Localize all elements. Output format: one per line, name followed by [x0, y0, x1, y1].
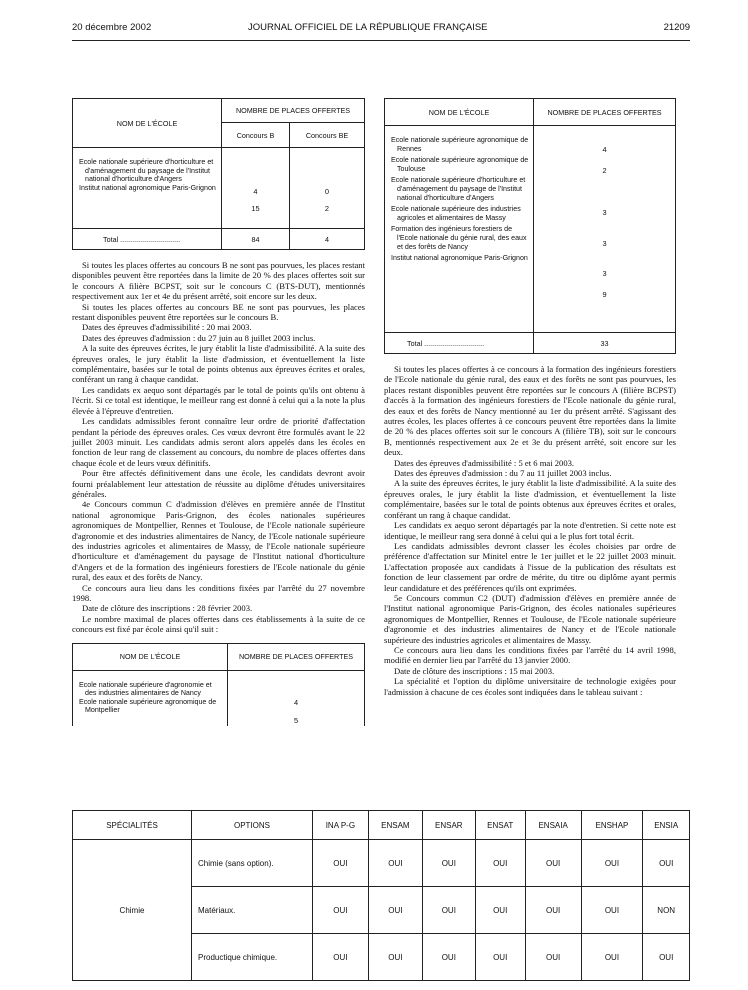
paragraph: Si toutes les places offertes à ce concours à la formation des ingénieurs forestiers de l'Ecole nationale du génie rural, des eaux et des forêts ne sont pas pourvues, les places restant disponibles peuvent être reportées sur le concours A (filière BCPST) d'accès à la formation des ingénieurs forestiers de l'Ecole nationale du génie rural, des eaux et des forêts de Nancy mentionné au 1er du présent arrêté. S'agissant des autres écoles, les places offertes à ce concours peuvent être reportées dans la limite de 20 % des places offertes soit sur le concours A (filière TB), soit sur le concours B, mentionnés respectivement aux 2e et 3e du présent arrêté, soit encore sur les deux. [384, 364, 676, 458]
option-cell: Chimie (sans option). [192, 840, 313, 887]
value-cell: 15 [251, 203, 260, 213]
total-value: 33 [534, 333, 676, 354]
value-cell: OUI [422, 887, 475, 934]
header-specialites: SPÉCIALITÉS [73, 811, 192, 840]
concours-be-values [289, 148, 364, 229]
paragraph: Le nombre maximal de places offertes dans ces établissements à la suite de ce concours est fixé par école ainsi qu'il suit : [72, 613, 365, 635]
header-ensaia: ENSAIA [525, 811, 581, 840]
header-rule [72, 40, 690, 41]
total-b: 84 [222, 229, 290, 250]
right-column [384, 98, 676, 697]
value-cell: 0 [324, 187, 330, 196]
value-cell: NON [643, 887, 690, 934]
paragraph: Pour être affectés définitivement dans une école, les candidats devront avoir fourni préalablement leur attestation de réussite au diplôme d'études universitaires générales. [72, 468, 365, 499]
value-cell: OUI [422, 840, 475, 887]
paragraph: 4e Concours commun C d'admission d'élèves en première année de l'Institut national agronomique Paris-Grignon, des écoles nationales supérieures agronomiques de Montpellier, Rennes et Toulouse, de l'Ecole nationale supérieure d'agronomie et des industries alimentaires de Nancy, de l'Ecole nationale supérieure des industries agricoles et alimentaires de Massy, de l'Ecole nationale supérieure d'horticulture et d'aménagement du paysage de l'Institut national d'horticulture d'Angers et de la formation des ingénieurs forestiers de l'Ecole nationale du génie rural, des eaux et des forêts de Nancy. [72, 499, 365, 583]
value-cell: 5 [293, 716, 299, 726]
school-names-cell [385, 126, 534, 333]
value-cell: OUI [313, 840, 369, 887]
option-cell: Matériaux. [192, 887, 313, 934]
paragraph: Les candidats admissibles devront classer les écoles choisies par ordre de préférence d'affectation sur Minitel entre le 1er juillet et le 22 juillet 2003 minuit. L'affectation proposée aux candidats à l'issue de la publication des résultats est fonction de leur classement par ordre de mérite, du titre ou diplôme ayant permis leur candidature et des préférences qu'ils ont exprimées. [384, 540, 676, 593]
header-ensat: ENSAT [475, 811, 525, 840]
value-cell: OUI [475, 934, 525, 981]
value-cell: 4 [253, 187, 258, 196]
page-number: 21209 [663, 22, 690, 33]
value-cell: OUI [368, 934, 422, 981]
value-cell: OUI [643, 934, 690, 981]
paragraph: Si toutes les places offertes au concours BE ne sont pas pourvues, les places restant disponibles peuvent être reportées sur le concours B. [72, 301, 365, 323]
paragraph: A la suite des épreuves écrites, le jury établit la liste d'admissibilité. A la suite des épreuves orales, le jury établit la liste d'admission, et éventuellement la liste complémentaire, basées sur le total de points obtenus aux épreuves écrites et orales, conférant un rang à chaque candidat. [384, 478, 676, 520]
places-values [228, 670, 365, 726]
value-cell: 4 [293, 697, 299, 707]
paragraph: Les candidats ex aequo sont départagés par le total de points qu'ils ont obtenu à l'écrit. Si ce total est identique, le meilleur rang est donné à celui qui a la note la plus élevée à l'épreuve d'entretien. [72, 384, 365, 416]
header-ensam: ENSAM [368, 811, 422, 840]
paragraph: Dates des épreuves d'admission : du 27 juin au 8 juillet 2003 inclus. [82, 332, 316, 343]
speciality-cell: Chimie [73, 840, 192, 981]
value-cell: 3 [602, 208, 607, 218]
dut-specialities-table [72, 810, 690, 981]
col-school-header: NOM DE L'ÉCOLE [73, 99, 222, 148]
header-ensia: ENSIA [643, 811, 690, 840]
value-cell: OUI [313, 887, 369, 934]
value-cell: OUI [525, 840, 581, 887]
school-name: Ecole nationale supérieure agronomique de Montpellier [79, 697, 217, 715]
option-cell: Productique chimique. [192, 934, 313, 981]
places-table-c [72, 643, 365, 726]
value-cell: OUI [581, 934, 643, 981]
school-name: Ecole nationale supérieure d'agronomie et des industries alimentaires de Nancy [79, 680, 212, 698]
paragraph: 5e Concours commun C2 (DUT) d'admission d'élèves en première année de l'Institut national agronomique Paris-Grignon, des écoles nationales supérieures agronomiques de Montpellier, Rennes et Toulouse, de l'Ecole nationale supérieure d'agronomie et des industries alimentaires de Nancy et de l'Ecole nationale supérieure des industries agricoles et alimentaires de Massy. [384, 592, 676, 645]
paragraph: A la suite des épreuves écrites, le jury établit la liste d'admissibilité. A la suite des épreuves orales, le jury établit la liste d'admission, et éventuellement la liste complémentaire, basées sur le total de points obtenus aux épreuves écrites et orales, conférant un rang à chaque candidat. [72, 343, 365, 385]
value-cell: OUI [525, 887, 581, 934]
total-text: Total [407, 338, 423, 348]
paragraph: Ce concours aura lieu dans les conditions fixées par l'arrêté du 27 novembre 1998. [72, 582, 365, 603]
school-names-cell [73, 148, 222, 229]
journal-title: JOURNAL OFFICIEL DE LA RÉPUBLIQUE FRANÇAISE [248, 22, 488, 33]
value-cell: OUI [313, 934, 369, 981]
school-name: Ecole nationale supérieure des industries agricoles et alimentaires de Massy [391, 205, 521, 222]
right-body-text [384, 364, 676, 697]
value-cell: OUI [475, 840, 525, 887]
value-cell: OUI [581, 887, 643, 934]
school-names-cell [73, 670, 228, 726]
value-cell: OUI [368, 887, 422, 934]
total-text: Total [103, 234, 119, 244]
value-cell: OUI [643, 840, 690, 887]
value-cell: 9 [602, 289, 607, 299]
total-be: 4 [289, 229, 364, 250]
col-places-header: NOMBRE DE PLACES OFFERTES [228, 643, 365, 670]
dut-specialities-table-wrap [72, 810, 690, 981]
col-places-header: NOMBRE DE PLACES OFFERTES [222, 99, 365, 123]
value-cell: OUI [368, 840, 422, 887]
paragraph: La spécialité et l'option du diplôme universitaire de technologie exigées pour l'admission à chacune de ces écoles sont indiquées dans le tableau suivant : [384, 676, 676, 697]
col-concours-be: Concours BE [289, 123, 364, 148]
value-cell: OUI [475, 887, 525, 934]
value-cell: 4 [602, 145, 607, 154]
paragraph: Date de clôture des inscriptions : 15 mai 2003. [394, 665, 555, 676]
school-name: Ecole nationale supérieure d'horticulture et d'aménagement du paysage de l'Institut national d'horticulture d'Angers [79, 158, 214, 184]
school-name: Institut national agronomique Paris-Grignon [391, 254, 528, 263]
total-label: Total .............................. [73, 229, 222, 250]
col-school-header: NOM DE L'ÉCOLE [385, 99, 534, 126]
paragraph: Dates des épreuves d'admission : du 7 au 11 juillet 2003 inclus. [394, 468, 612, 479]
value-cell: 3 [602, 238, 607, 248]
paragraph: Dates des épreuves d'admissibilité : 5 et 6 mai 2003. [394, 457, 575, 468]
col-school-header: NOM DE L'ÉCOLE [73, 643, 228, 670]
paragraph: Les candidats admissibles feront connaître leur ordre de priorité d'affectation pendant la période des épreuves orales. Ces vœux devront être formulés avant le 22 juillet 2003 minuit. Les candidats admis seront alors appelés dans les écoles en fonction de leur rang de classement au concours, du nombre de places offertes dans chaque école et de leurs vœux définitifs. [72, 416, 365, 468]
value-cell: OUI [525, 934, 581, 981]
paragraph: Dates des épreuves d'admissibilité : 20 mai 2003. [82, 322, 252, 333]
school-name: Ecole nationale supérieure agronomique de Rennes [391, 136, 529, 153]
paragraph: Les candidats ex aequo seront départagés par la note d'entretien. Si cette note est identique, le meilleur rang sera donné à celui qui a le plus fort total écrit. [384, 520, 676, 541]
paragraph: Si toutes les places offertes au concours B ne sont pas pourvues, les places restant disponibles peuvent être reportées dans la limite de 20 % des places offertes soit sur le concours A filière BCPST, soit sur le concours C (BTS-DUT), mentionnés respectivement aux 1er et 4e du présent arrêté, soit encore sur les deux. [72, 260, 365, 302]
header-date: 20 décembre 2002 [72, 22, 152, 33]
value-cell: OUI [422, 934, 475, 981]
places-table-c-continued [384, 98, 676, 354]
left-column [72, 98, 365, 726]
school-name: Institut national agronomique Paris-Grignon [79, 183, 216, 192]
school-name: Ecole nationale supérieure agronomique de Toulouse [391, 156, 529, 173]
col-concours-b: Concours B [222, 123, 290, 148]
value-cell: OUI [581, 840, 643, 887]
header-ensar: ENSAR [422, 811, 475, 840]
col-places-header: NOMBRE DE PLACES OFFERTES [534, 99, 676, 126]
concours-b-values [222, 148, 290, 229]
value-cell: 2 [602, 165, 607, 175]
value-cell: 3 [602, 269, 607, 279]
paragraph: Ce concours aura lieu dans les conditions fixées par l'arrêté du 14 avril 1998, modifié en dernier lieu par l'arrêté du 13 janvier 2000. [384, 644, 676, 666]
header-enshap: ENSHAP [581, 811, 643, 840]
total-label: Total .............................. [385, 333, 534, 354]
places-values [534, 126, 676, 333]
places-table-b-be [72, 98, 365, 250]
header-ina-pg: INA P-G [313, 811, 369, 840]
school-name: Formation des ingénieurs forestiers de l'Ecole nationale du génie rural, des eaux et des forêts de Nancy [391, 225, 527, 251]
value-cell: 2 [324, 203, 330, 213]
header-options: OPTIONS [192, 811, 313, 840]
paragraph: Date de clôture des inscriptions : 28 février 2003. [82, 603, 253, 614]
left-body-text [72, 260, 365, 635]
school-name: Ecole nationale supérieure d'horticulture et d'aménagement du paysage de l'Institut national d'horticulture d'Angers [391, 176, 526, 202]
